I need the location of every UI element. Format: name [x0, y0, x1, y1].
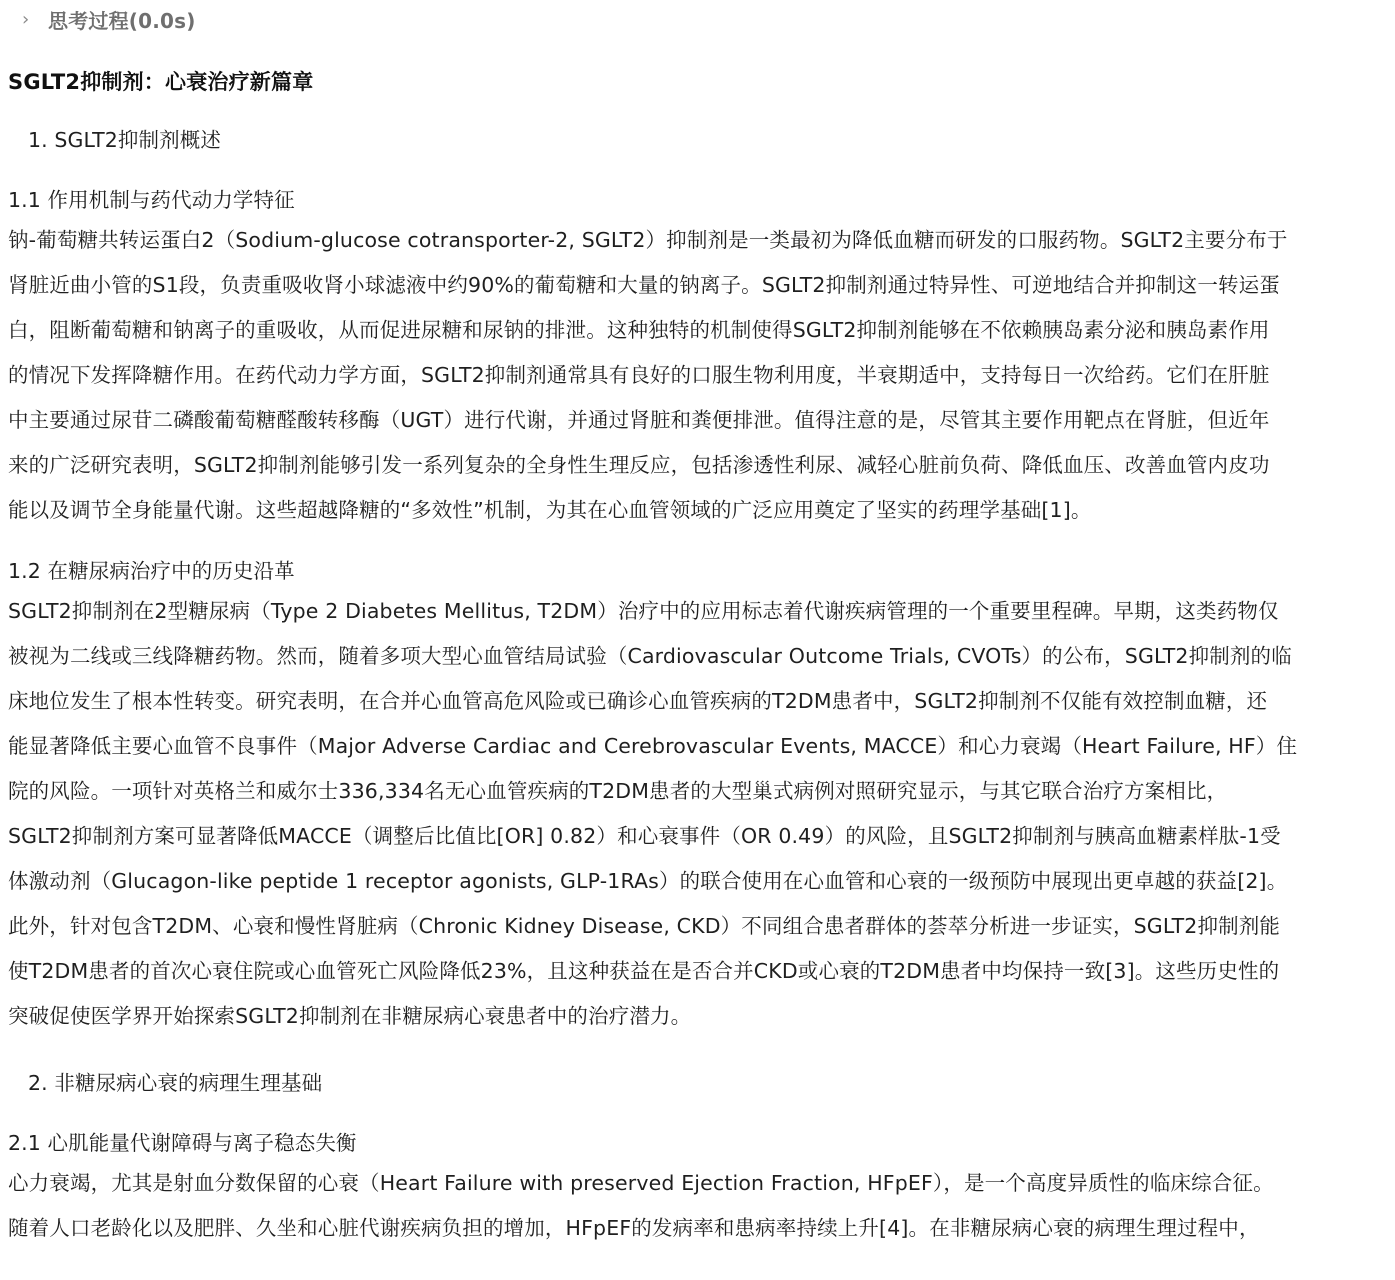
paragraph-line: 体激动剂（Glucagon-like peptide 1 receptor agonists, GLP-1RAs）的联合使用在心血管和心衰的一级预防中展现出更卓越的获益[2]。 [8, 869, 1288, 893]
paragraph-line: 床地位发生了根本性转变。研究表明，在合并心血管高危风险或已确诊心血管疾病的T2DM患者中，SGLT2抑制剂不仅能有效控制血糖，还 [8, 689, 1268, 713]
paragraph-1-1 [8, 218, 1388, 533]
section-heading-1: 1. SGLT2抑制剂概述 [28, 128, 221, 152]
paragraph-line: 随着人口老龄化以及肥胖、久坐和心脏代谢疾病负担的增加，HFpEF的发病率和患病率持续上升[4]。在非糖尿病心衰的病理生理过程中， [8, 1216, 1260, 1240]
paragraph-line: 来的广泛研究表明，SGLT2抑制剂能够引发一系列复杂的全身性生理反应，包括渗透性利尿、减轻心脏前负荷、降低血压、改善血管内皮功 [8, 453, 1270, 477]
subsection-heading-1-2: 1.2 在糖尿病治疗中的历史沿革 [8, 559, 295, 583]
paragraph-line: 院的风险。一项针对英格兰和威尔士336,334名无心血管疾病的T2DM患者的大型巢式病例对照研究显示，与其它联合治疗方案相比， [8, 779, 1228, 803]
document-page [8, 0, 1388, 1251]
paragraph-line: 的情况下发挥降糖作用。在药代动力学方面，SGLT2抑制剂通常具有良好的口服生物利用度，半衰期适中，支持每日一次给药。它们在肝脏 [8, 363, 1270, 387]
paragraph-line: SGLT2抑制剂方案可显著降低MACCE（调整后比值比[OR] 0.82）和心衰事件（OR 0.49）的风险，且SGLT2抑制剂与胰高血糖素样肽-1受 [8, 824, 1281, 848]
paragraph-line: 肾脏近曲小管的S1段，负责重吸收肾小球滤液中约90%的葡萄糖和大量的钠离子。SGLT2抑制剂通过特异性、可逆地结合并抑制这一转运蛋 [8, 273, 1280, 297]
paragraph-line: 中主要通过尿苷二磷酸葡萄糖醛酸转移酶（UGT）进行代谢，并通过肾脏和粪便排泄。值得注意的是，尽管其主要作用靶点在肾脏，但近年 [8, 408, 1270, 432]
chevron-right-icon[interactable]: › [22, 8, 30, 30]
paragraph-line: 钠-葡萄糖共转运蛋白2（Sodium-glucose cotransporter-2, SGLT2）抑制剂是一类最初为降低血糖而研发的口服药物。SGLT2主要分布于 [8, 228, 1288, 252]
paragraph-line: 此外，针对包含T2DM、心衰和慢性肾脏病（Chronic Kidney Disease, CKD）不同组合患者群体的荟萃分析进一步证实，SGLT2抑制剂能 [8, 914, 1281, 938]
paragraph-2-1 [8, 1161, 1388, 1251]
thinking-process-label[interactable]: 思考过程(0.0s) [48, 8, 196, 33]
subsection-heading-1-1: 1.1 作用机制与药代动力学特征 [8, 188, 295, 212]
paragraph-line: 能以及调节全身能量代谢。这些超越降糖的“多效性”机制，为其在心血管领域的广泛应用奠定了坚实的药理学基础[1]。 [8, 498, 1092, 522]
paragraph-line: 能显著降低主要心血管不良事件（Major Adverse Cardiac and Cerebrovascular Events, MACCE）和心力衰竭（Heart Failure, HF）住 [8, 734, 1298, 758]
paragraph-line: 被视为二线或三线降糖药物。然而，随着多项大型心血管结局试验（Cardiovascular Outcome Trials, CVOTs）的公布，SGLT2抑制剂的临 [8, 644, 1292, 668]
subsection-heading-2-1: 2.1 心肌能量代谢障碍与离子稳态失衡 [8, 1131, 357, 1155]
section-heading-2: 2. 非糖尿病心衰的病理生理基础 [28, 1071, 323, 1095]
thinking-process-toggle[interactable] [22, 0, 1388, 38]
paragraph-line: 使T2DM患者的首次心衰住院或心血管死亡风险降低23%，且这种获益在是否合并CKD或心衰的T2DM患者中均保持一致[3]。这些历史性的 [8, 959, 1280, 983]
paragraph-1-2 [8, 589, 1388, 1039]
paragraph-line: 心力衰竭，尤其是射血分数保留的心衰（Heart Failure with preserved Ejection Fraction, HFpEF），是一个高度异质性的临床综合征。 [8, 1171, 1274, 1195]
paragraph-line: SGLT2抑制剂在2型糖尿病（Type 2 Diabetes Mellitus, T2DM）治疗中的应用标志着代谢疾病管理的一个重要里程碑。早期，这类药物仅 [8, 599, 1279, 623]
paragraph-line: 突破促使医学界开始探索SGLT2抑制剂在非糖尿病心衰患者中的治疗潜力。 [8, 1004, 692, 1028]
document-title: SGLT2抑制剂：心衰治疗新篇章 [8, 70, 314, 94]
paragraph-line: 白，阻断葡萄糖和钠离子的重吸收，从而促进尿糖和尿钠的排泄。这种独特的机制使得SGLT2抑制剂能够在不依赖胰岛素分泌和胰岛素作用 [8, 318, 1270, 342]
